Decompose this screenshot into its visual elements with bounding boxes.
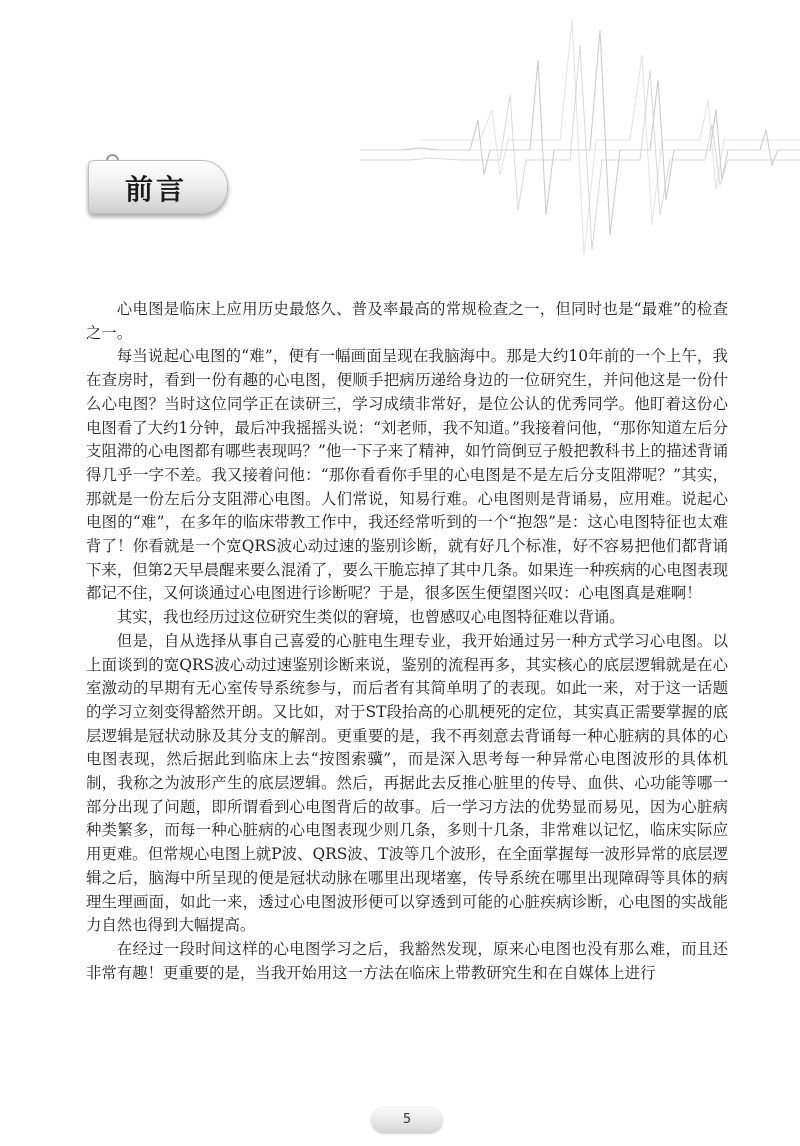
section-title: 前言 <box>125 173 188 206</box>
ecg-waveform-decoration <box>360 0 800 260</box>
paragraph: 心电图是临床上应用历史最悠久、普及率最高的常规检查之一，但同时也是“最难”的检查之一。 <box>86 300 728 342</box>
preface-body <box>86 298 728 985</box>
page-number: 5 <box>372 1108 442 1132</box>
paragraph: 其实，我也经历过这位研究生类似的窘境，也曾感叹心电图特征难以背诵。 <box>116 608 625 627</box>
paragraph: 在经过一段时间这样的心电图学习之后，我豁然发现，原来心电图也没有那么难，而且还非常有趣！更重要的是，当我开始用这一方法在临床上带教研究生和在自媒体上进行 <box>86 939 728 982</box>
paragraph: 每当说起心电图的“难”，便有一幅画面呈现在我脑海中。那是大约10年前的一个上午，我在查房时，看到一份有趣的心电图，便顺手把病历递给身边的一位研究生，并问他这是一份什么心电图？当时这位同学正在读研三，学习成绩非常好，是位公认的优秀同学。他盯着这份心电图看了大约1分钟，最后冲我摇摇头说：“刘老师，我不知道。”我接着问他，“那你知道左后分支阻滞的心电图都有哪些表现吗？”他一下子来了精神，如竹筒倒豆子般把教科书上的描述背诵得几乎一字不差。我又接着问他：“那你看看你手里的心电图是不是左后分支阻滞呢？”其实，那就是一份左后分支阻滞心电图。人们常说，知易行难。心电图则是背诵易，应用难。说起心电图的“难”，在多年的临床带教工作中，我还经常听到的一个“抱怨”是：这心电图特征也太难背了！你看就是一个宽QRS波心动过速的鉴别诊断，就有好几个标准，好不容易把他们都背诵下来，但第2天早晨醒来要么混淆了，要么干脆忘掉了其中几条。如果连一种疾病的心电图表现都记不住，又何谈通过心电图进行诊断呢？于是，很多医生便望图兴叹：心电图真是难啊！ <box>86 347 728 603</box>
paragraph: 但是，自从选择从事自己喜爱的心脏电生理专业，我开始通过另一种方式学习心电图。以上面谈到的宽QRS波心动过速鉴别诊断来说，鉴别的流程再多，其实核心的底层逻辑就是在心室激动的早期有无心室传导系统参与，而后者有其简单明了的表现。如此一来，对于这一话题的学习立刻变得豁然开朗。又比如，对于ST段抬高的心肌梗死的定位，其实真正需要掌握的底层逻辑是冠状动脉及其分支的解剖。更重要的是，我不再刻意去背诵每一种心脏病的具体的心电图表现，然后据此到临床上去“按图索骥”，而是深入思考每一种异常心电图波形的具体机制，我称之为波形产生的底层逻辑。然后，再据此去反推心脏里的传导、血供、心功能等哪一部分出现了问题，即所谓看到心电图背后的故事。后一学习方法的优势显而易见，因为心脏病种类繁多，而每一种心脏病的心电图表现少则几条，多则十几条，非常难以记忆，临床实际应用更难。但常规心电图上就P波、QRS波、T波等几个波形，在全面掌握每一波形异常的底层逻辑之后，脑海中所呈现的便是冠状动脉在哪里出现堵塞，传导系统在哪里出现障碍等具体的病理生理画面，如此一来，透过心电图波形便可以穿透到可能的心脏疾病诊断，心电图的实战能力自然也得到大幅提高。 <box>86 631 728 935</box>
